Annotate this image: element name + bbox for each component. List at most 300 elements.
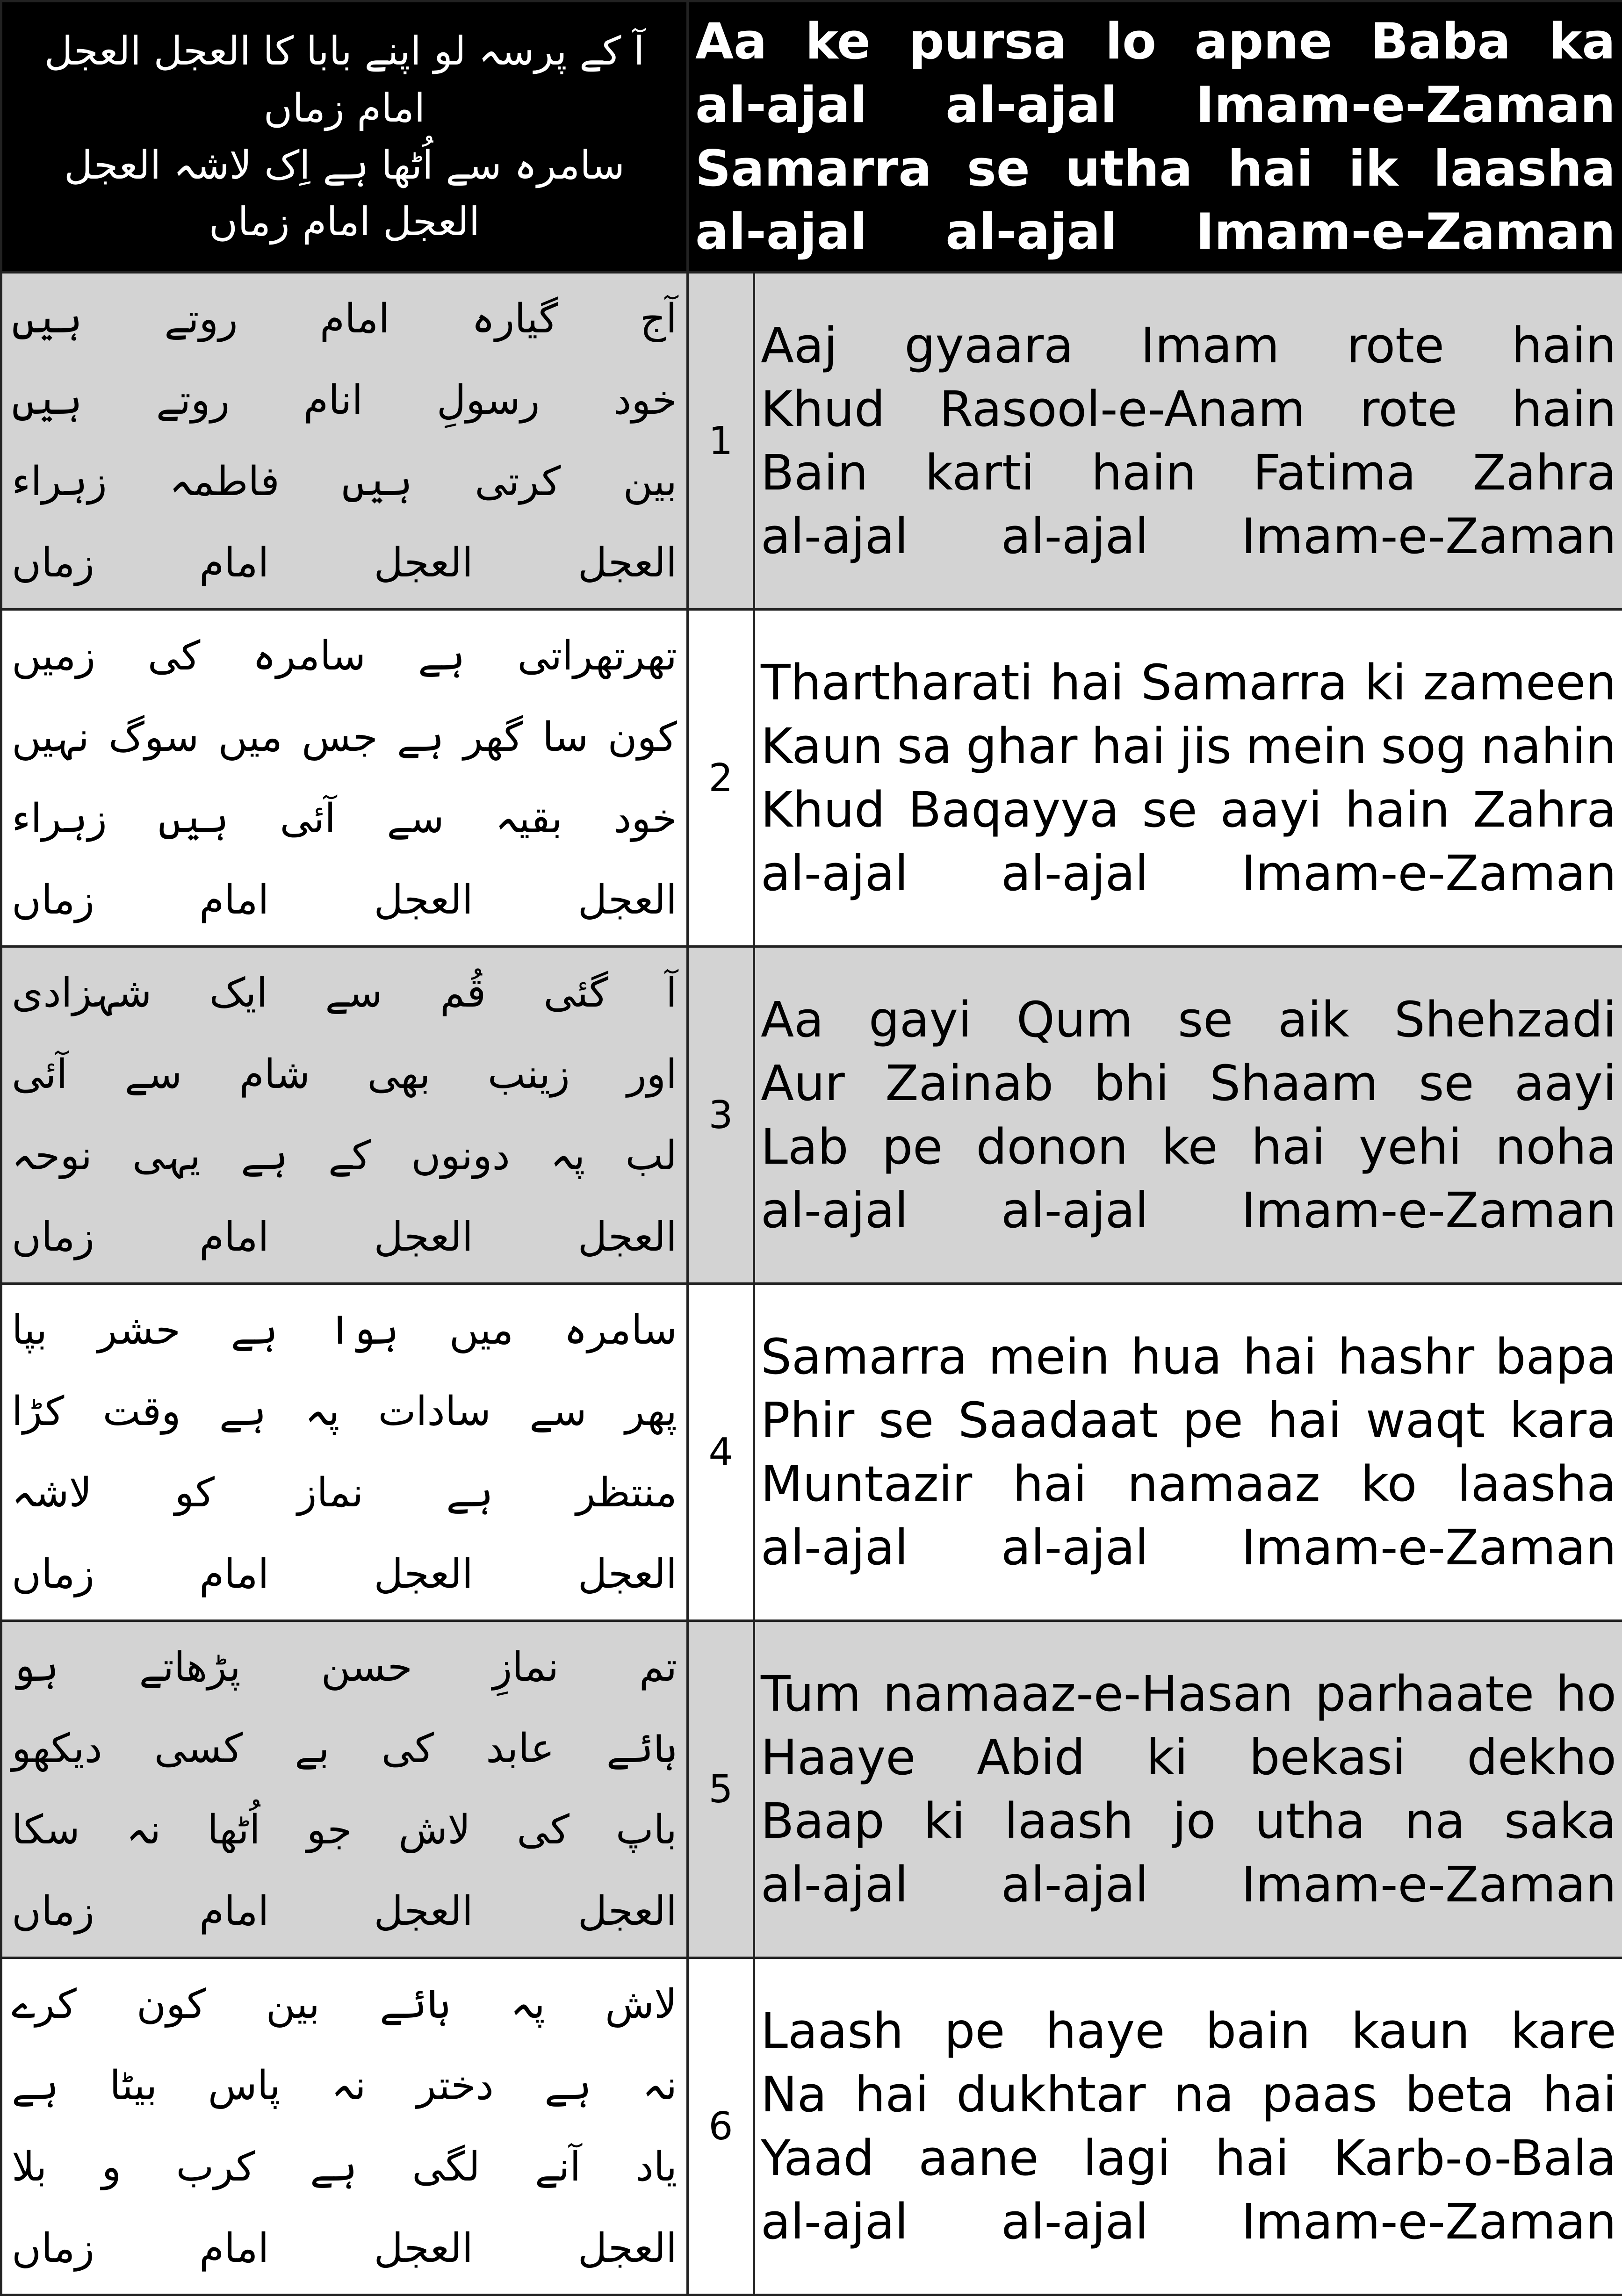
word: پہ — [550, 1132, 585, 1179]
word: ہے — [241, 1132, 288, 1179]
word: روتے — [164, 295, 238, 342]
header-urdu-line-1: آ کے پرسہ لو اپنے بابا کا العجل العجل امام زماں — [16, 23, 672, 137]
word: میں — [218, 714, 282, 761]
word: اور — [627, 1051, 677, 1098]
word: aayi — [1514, 1051, 1616, 1115]
word: Imam-e-Zaman — [1241, 842, 1616, 905]
urdu-line — [12, 859, 677, 941]
word: sa — [897, 714, 952, 778]
word: hai — [1268, 1389, 1342, 1452]
word: kara — [1509, 1389, 1616, 1452]
stanza-urdu-cell — [1, 1621, 688, 1958]
word: نہیں — [12, 714, 89, 761]
word: کرب — [176, 2144, 255, 2190]
word: میں — [449, 1307, 513, 1353]
word: Muntazir — [761, 1452, 972, 1516]
word: سا — [542, 714, 588, 761]
word: پڑھاتے — [139, 1644, 241, 1691]
roman-line — [761, 1452, 1616, 1516]
stanza-number: 3 — [688, 947, 754, 1284]
word: hai — [1228, 137, 1313, 201]
word: ہے — [446, 1469, 493, 1516]
word: نہ — [126, 1807, 161, 1853]
roman-line — [761, 1516, 1616, 1579]
word: سے — [125, 1051, 182, 1098]
word: al-ajal — [1001, 1179, 1148, 1242]
word: پھر — [625, 1388, 677, 1435]
word: لاشہ — [12, 1469, 92, 1516]
word: al-ajal — [1001, 1853, 1148, 1916]
word: al-ajal — [761, 2190, 908, 2253]
word: سکا — [12, 1807, 80, 1853]
urdu-line — [12, 441, 677, 522]
word: سے — [387, 795, 444, 842]
word: بھی — [367, 1051, 430, 1098]
word: ke — [1161, 1115, 1218, 1179]
word: العجل — [374, 2225, 473, 2272]
word: گھر — [463, 714, 523, 761]
word: Qum — [1016, 988, 1133, 1051]
word: عابد — [486, 1725, 555, 1772]
word: se — [1178, 988, 1233, 1051]
word: زہراء — [12, 458, 107, 505]
word: ہے — [219, 1388, 267, 1435]
header-roman-line-3 — [695, 137, 1615, 201]
word: ہیں — [12, 295, 82, 342]
word: العجل — [578, 2225, 677, 2272]
word: کون — [137, 1981, 206, 2028]
urdu-line — [12, 952, 677, 1034]
word: پہ — [305, 1388, 339, 1435]
stanza-roman-cell — [754, 1958, 1622, 2295]
word: laasha — [1434, 137, 1615, 201]
word: Zahra — [1473, 441, 1616, 504]
word: utha — [1255, 1789, 1365, 1853]
word: nahin — [1481, 714, 1616, 778]
word: Imam — [1140, 314, 1279, 377]
roman-line — [761, 504, 1616, 568]
word: لگی — [412, 2144, 480, 2190]
word: ہے — [310, 2144, 357, 2190]
stanza-urdu-cell — [1, 1284, 688, 1621]
word: Imam-e-Zaman — [1241, 2190, 1616, 2253]
word: و — [102, 2144, 122, 2190]
word: se — [1419, 1051, 1474, 1115]
word: آنے — [535, 2144, 581, 2190]
word: زہراء — [12, 795, 107, 842]
word: saka — [1504, 1789, 1616, 1853]
stanza-row — [1, 1621, 1622, 1958]
roman-line — [761, 1662, 1616, 1726]
word: زمیں — [12, 633, 95, 679]
word: ko — [1361, 1452, 1417, 1516]
word: al-ajal — [761, 1853, 908, 1916]
word: العجل — [578, 877, 677, 923]
word: بین — [266, 1981, 320, 2028]
word: کی — [382, 1725, 434, 1772]
word: se — [879, 1389, 934, 1452]
word: Tum — [761, 1662, 861, 1726]
word: hai — [1215, 2126, 1289, 2190]
urdu-line — [12, 2045, 677, 2126]
word: na — [1405, 1789, 1465, 1853]
word: کی — [517, 1807, 570, 1853]
word: العجل — [374, 1214, 473, 1260]
word: پہ — [510, 1981, 545, 2028]
word: سادات — [378, 1388, 491, 1435]
word: al-ajal — [1001, 504, 1148, 568]
word: بین — [623, 458, 677, 505]
word: al-ajal — [761, 1179, 908, 1242]
word: Baap — [761, 1789, 885, 1853]
word: زماں — [12, 2225, 94, 2272]
roman-line — [761, 1853, 1616, 1916]
word: دیکھو — [12, 1725, 102, 1772]
roman-line — [761, 2126, 1616, 2190]
word: pe — [1182, 1389, 1243, 1452]
stanza-roman-cell — [754, 947, 1622, 1284]
word: Imam-e-Zaman — [1241, 504, 1616, 568]
word: حسن — [321, 1644, 412, 1691]
roman-line — [761, 988, 1616, 1051]
word: pe — [882, 1115, 943, 1179]
word: Saadaat — [958, 1389, 1158, 1452]
word: العجل — [374, 540, 473, 586]
word: امام — [199, 1888, 269, 1935]
word: زماں — [12, 540, 94, 586]
word: se — [967, 137, 1030, 201]
word: Baqayya — [908, 778, 1119, 842]
word: لاش — [398, 1807, 470, 1853]
word: نہ — [331, 2062, 366, 2109]
word: زماں — [12, 877, 94, 923]
urdu-line — [12, 1708, 677, 1789]
word: آ — [666, 970, 677, 1016]
word: ہوا — [328, 1307, 399, 1353]
stanza-row — [1, 1284, 1622, 1621]
word: ہیں — [12, 377, 82, 424]
word: Imam-e-Zaman — [1196, 73, 1615, 137]
word: زماں — [12, 1551, 94, 1598]
stanza-urdu-cell — [1, 947, 688, 1284]
word: paas — [1262, 2063, 1377, 2126]
urdu-line — [12, 1964, 677, 2045]
word: اُٹھا — [207, 1807, 260, 1853]
word: لاش — [605, 1981, 677, 2028]
word: فاطمہ — [169, 458, 280, 505]
header-row — [1, 1, 1622, 273]
urdu-line — [12, 1196, 677, 1278]
word: ہے — [12, 2062, 59, 2109]
word: al-ajal — [761, 1516, 908, 1579]
roman-line — [761, 1179, 1616, 1242]
word: se — [1142, 778, 1197, 842]
stanza-urdu-cell — [1, 1958, 688, 2295]
word: نماز — [297, 1469, 363, 1516]
word: العجل — [578, 1214, 677, 1260]
urdu-line — [12, 1034, 677, 1115]
word: hain — [1345, 778, 1449, 842]
word: پاس — [208, 2062, 281, 2109]
urdu-line — [12, 1371, 677, 1452]
urdu-line — [12, 2208, 677, 2289]
word: بے — [295, 1725, 329, 1772]
word: خود — [613, 795, 677, 842]
word: Imam-e-Zaman — [1241, 1179, 1616, 1242]
roman-line — [761, 1726, 1616, 1789]
word: Shaam — [1210, 1051, 1378, 1115]
word: یاد — [636, 2144, 677, 2190]
word: na — [1174, 2063, 1234, 2126]
word: lagi — [1083, 2126, 1171, 2190]
word: سامرہ — [564, 1307, 677, 1353]
urdu-line — [12, 1533, 677, 1615]
word: باپ — [616, 1807, 677, 1853]
word: Bain — [761, 441, 868, 504]
word: al-ajal — [695, 73, 867, 137]
roman-line — [761, 1999, 1616, 2063]
word: العجل — [578, 540, 677, 586]
word: امام — [320, 295, 389, 342]
stanza-row — [1, 1958, 1622, 2295]
word: Khud — [761, 778, 885, 842]
stanza-number: 6 — [688, 1958, 754, 2295]
word: Kaun — [761, 714, 883, 778]
word: تھرتھراتی — [517, 633, 677, 679]
word: ہو — [12, 1644, 59, 1691]
word: لب — [625, 1132, 677, 1179]
word: زینب — [488, 1051, 570, 1098]
word: Aa — [761, 988, 824, 1051]
header-roman-line-2 — [695, 73, 1615, 137]
word: شام — [239, 1051, 310, 1098]
word: سامرہ — [252, 633, 366, 679]
word: زماں — [12, 1888, 94, 1935]
word: rote — [1347, 314, 1444, 377]
word: Aa — [695, 10, 767, 73]
word: al-ajal — [761, 504, 908, 568]
word: Yaad — [761, 2126, 874, 2190]
word: جس — [302, 714, 378, 761]
word: امام — [199, 1551, 269, 1598]
word: ہے — [397, 714, 444, 761]
word: کرے — [12, 1981, 77, 2028]
word: waqt — [1366, 1389, 1485, 1452]
word: کی — [148, 633, 201, 679]
stanza-roman-cell — [754, 273, 1622, 610]
roman-line — [761, 2190, 1616, 2253]
header-roman-line-4 — [695, 200, 1615, 264]
word: Thartharati — [761, 651, 1033, 714]
urdu-line — [12, 1452, 677, 1533]
word: bain — [1205, 1999, 1311, 2063]
word: Baba — [1370, 10, 1511, 73]
word: Imam-e-Zaman — [1196, 200, 1615, 264]
word: دختر — [417, 2062, 494, 2109]
roman-line — [761, 377, 1616, 441]
word: laasha — [1457, 1452, 1616, 1516]
word: hai — [855, 2063, 929, 2126]
word: al-ajal — [761, 842, 908, 905]
word: بپا — [12, 1307, 47, 1353]
word: Laash — [761, 1999, 904, 2063]
roman-line — [761, 1789, 1616, 1853]
word: آج — [640, 295, 677, 342]
word: بقیہ — [495, 795, 562, 842]
roman-line — [761, 714, 1616, 778]
word: hai — [1243, 1325, 1317, 1389]
word: al-ajal — [945, 200, 1117, 264]
roman-line — [761, 1389, 1616, 1452]
word: al-ajal — [695, 200, 867, 264]
word: گیارہ — [471, 295, 558, 342]
word: ka — [1549, 10, 1615, 73]
word: ہائے — [606, 1725, 677, 1772]
word: بیٹا — [109, 2062, 157, 2109]
word: Lab — [761, 1115, 849, 1179]
header-roman-line-1 — [695, 10, 1615, 73]
word: Samarra — [1141, 651, 1348, 714]
urdu-line — [12, 522, 677, 604]
word: ہیں — [158, 795, 229, 842]
word: aane — [918, 2126, 1038, 2190]
word: jo — [1173, 1789, 1216, 1853]
stanza-number: 2 — [688, 610, 754, 947]
word: hain — [1512, 314, 1616, 377]
word: hai — [1013, 1452, 1087, 1516]
urdu-line — [12, 1789, 677, 1871]
roman-line — [761, 842, 1616, 905]
word: یہی — [132, 1132, 201, 1179]
word: Fatima — [1253, 441, 1416, 504]
word: Zahra — [1473, 778, 1616, 842]
word: al-ajal — [945, 73, 1117, 137]
word: نمازِ — [493, 1644, 559, 1691]
word: laash — [1004, 1789, 1133, 1853]
word: ke — [805, 10, 871, 73]
stanza-urdu-cell — [1, 273, 688, 610]
word: Imam-e-Zaman — [1241, 1516, 1616, 1579]
word: kaun — [1351, 1999, 1470, 2063]
header-roman-cell — [688, 1, 1622, 273]
stanza-row — [1, 610, 1622, 947]
word: Haaye — [761, 1726, 916, 1789]
word: al-ajal — [1001, 2190, 1148, 2253]
roman-line — [761, 1325, 1616, 1389]
word: العجل — [374, 1551, 473, 1598]
word: al-ajal — [1001, 842, 1148, 905]
word: نہ — [642, 2062, 677, 2109]
word: بلا — [12, 2144, 47, 2190]
word: Samarra — [695, 137, 932, 201]
word: ہائے — [380, 1981, 450, 2028]
word: کو — [175, 1469, 215, 1516]
word: تم — [639, 1644, 677, 1691]
word: ki — [1146, 1726, 1188, 1789]
word: ghar — [966, 714, 1077, 778]
word: mein — [988, 1325, 1110, 1389]
word: خود — [613, 377, 677, 424]
word: کون — [607, 714, 677, 761]
roman-line — [761, 651, 1616, 714]
word: Aur — [761, 1051, 845, 1115]
word: hain — [1512, 377, 1616, 441]
word: Phir — [761, 1389, 854, 1452]
roman-line — [761, 314, 1616, 377]
word: utha — [1065, 137, 1193, 201]
word: شہزادی — [12, 970, 151, 1016]
word: Imam-e-Zaman — [1241, 1853, 1616, 1916]
word: jis — [1179, 714, 1232, 778]
word: bhi — [1094, 1051, 1169, 1115]
word: dekho — [1467, 1726, 1616, 1789]
roman-line — [761, 1115, 1616, 1179]
word: العجل — [374, 877, 473, 923]
word: امام — [199, 1214, 269, 1260]
word: دونوں — [411, 1132, 510, 1179]
roman-line — [761, 778, 1616, 842]
word: ho — [1556, 1662, 1616, 1726]
stanza-urdu-cell — [1, 610, 688, 947]
word: جو — [307, 1807, 353, 1853]
word: gayi — [869, 988, 972, 1051]
urdu-line — [12, 360, 677, 441]
word: امام — [199, 2225, 269, 2272]
word: karti — [925, 441, 1035, 504]
word: سے — [529, 1388, 586, 1435]
word: sog — [1381, 714, 1467, 778]
word: سوگ — [108, 714, 199, 761]
header-urdu-cell — [1, 1, 688, 273]
word: donon — [976, 1115, 1128, 1179]
word: aik — [1278, 988, 1349, 1051]
stanza-row — [1, 273, 1622, 610]
word: وقت — [103, 1388, 181, 1435]
word: bapa — [1495, 1325, 1616, 1389]
word: mein — [1246, 714, 1367, 778]
urdu-line — [12, 1871, 677, 1952]
word: امام — [199, 877, 269, 923]
word: hai — [1542, 2063, 1616, 2126]
word: hai — [1091, 714, 1166, 778]
word: zameen — [1423, 651, 1616, 714]
word: pursa — [909, 10, 1067, 73]
word: ہے — [231, 1307, 278, 1353]
word: العجل — [374, 1888, 473, 1935]
word: انام — [303, 377, 363, 424]
word: ik — [1348, 137, 1399, 201]
word: رسولِ — [437, 377, 540, 424]
word: منتظر — [576, 1469, 677, 1516]
roman-line — [761, 1051, 1616, 1115]
urdu-line — [12, 615, 677, 697]
word: Zainab — [885, 1051, 1053, 1115]
word: Khud — [761, 377, 885, 441]
word: ہیں — [342, 458, 412, 505]
word: al-ajal — [1001, 1516, 1148, 1579]
word: Samarra — [761, 1325, 967, 1389]
word: Abid — [977, 1726, 1085, 1789]
urdu-line — [12, 1289, 677, 1371]
word: lo — [1105, 10, 1156, 73]
word: ki — [1364, 651, 1406, 714]
word: ہے — [418, 633, 465, 679]
roman-line — [761, 2063, 1616, 2126]
word: gyaara — [904, 314, 1074, 377]
word: noha — [1495, 1115, 1616, 1179]
word: haye — [1045, 1999, 1165, 2063]
word: ہے — [544, 2062, 591, 2109]
